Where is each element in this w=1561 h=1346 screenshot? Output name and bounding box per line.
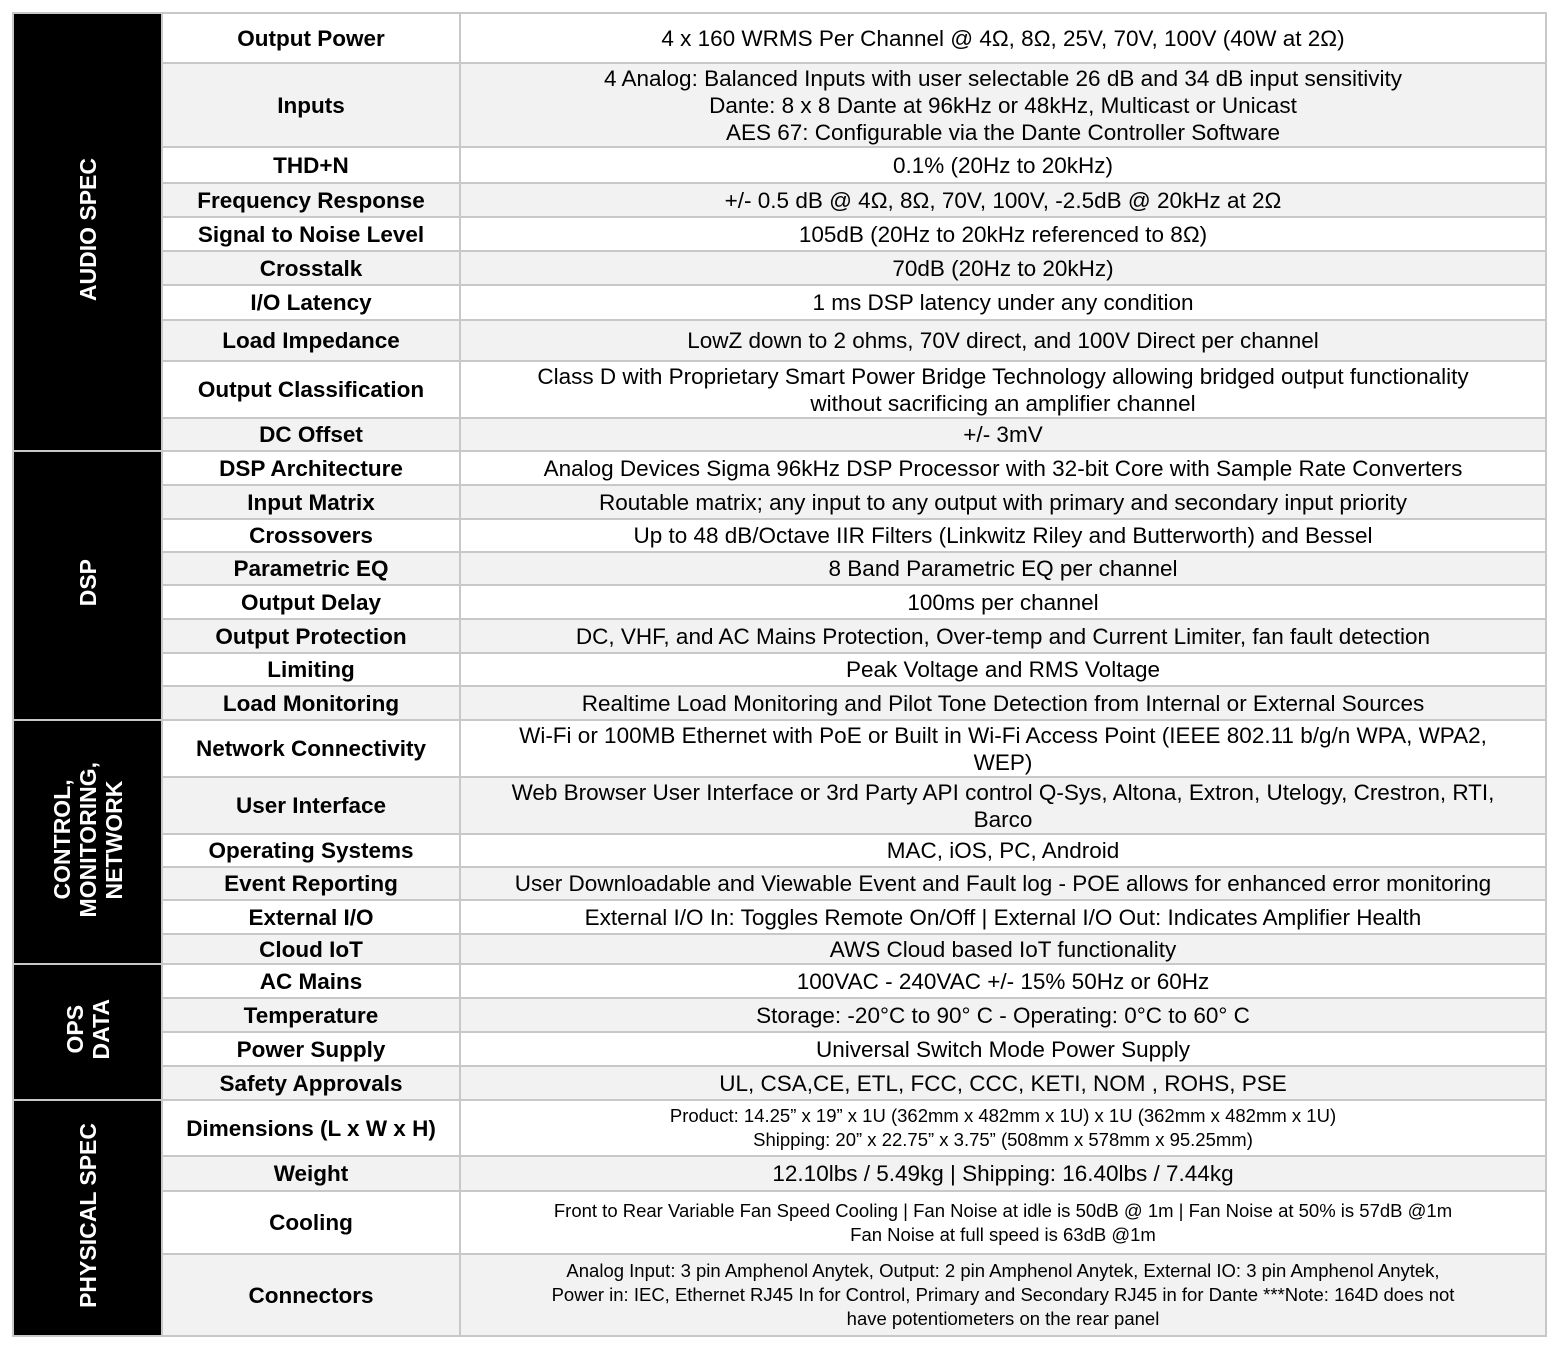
spec-row: [13, 183, 1546, 217]
spec-value: Realtime Load Monitoring and Pilot Tone Detection from Internal or External Sources: [460, 686, 1546, 720]
spec-row: [13, 361, 1546, 418]
spec-label: Safety Approvals: [162, 1066, 460, 1100]
section-header: [13, 13, 162, 451]
spec-label: AC Mains: [162, 964, 460, 998]
spec-value: UL, CSA,CE, ETL, FCC, CCC, KETI, NOM , ROHS, PSE: [460, 1066, 1546, 1100]
spec-value: Front to Rear Variable Fan Speed Cooling | Fan Noise at idle is 50dB @ 1m | Fan Noise at 50% is 57dB @1m Fan Noise at full speed is 63dB @1m: [460, 1191, 1546, 1254]
spec-label: Operating Systems: [162, 834, 460, 867]
spec-row: [13, 653, 1546, 686]
spec-label: Crosstalk: [162, 251, 460, 285]
spec-label: Dimensions (L x W x H): [162, 1100, 460, 1156]
spec-label: Crossovers: [162, 519, 460, 552]
section-header: [13, 720, 162, 964]
spec-label: Load Monitoring: [162, 686, 460, 720]
section-title: CONTROL, MONITORING, NETWORK: [48, 761, 127, 918]
spec-row: [13, 964, 1546, 998]
spec-row: [13, 686, 1546, 720]
spec-value: AWS Cloud based IoT functionality: [460, 934, 1546, 964]
spec-value: Web Browser User Interface or 3rd Party API control Q-Sys, Altona, Extron, Utelogy, Crestron, RTI, Barco: [460, 777, 1546, 834]
spec-row: [13, 1156, 1546, 1191]
spec-row: [13, 418, 1546, 451]
spec-value: Wi-Fi or 100MB Ethernet with PoE or Built in Wi-Fi Access Point (IEEE 802.11 b/g/n WPA, WPA2, WEP): [460, 720, 1546, 777]
spec-value: Class D with Proprietary Smart Power Bridge Technology allowing bridged output functionality without sacrificing an amplifier channel: [460, 361, 1546, 418]
spec-value: 4 x 160 WRMS Per Channel @ 4Ω, 8Ω, 25V, 70V, 100V (40W at 2Ω): [460, 13, 1546, 63]
spec-row: [13, 1100, 1546, 1156]
spec-label: Inputs: [162, 63, 460, 147]
spec-label: Network Connectivity: [162, 720, 460, 777]
spec-value: Analog Input: 3 pin Amphenol Anytek, Output: 2 pin Amphenol Anytek, External IO: 3 pin Amphenol Anytek, Power in: IEC, Ethernet RJ45 In for Control, Primary and Secondary RJ45 in for Dante ***Note: 164D does not have potentiometers on the rear panel: [460, 1254, 1546, 1336]
spec-label: Weight: [162, 1156, 460, 1191]
spec-value: 100ms per channel: [460, 585, 1546, 619]
spec-row: [13, 900, 1546, 934]
spec-label: Output Delay: [162, 585, 460, 619]
spec-value: DC, VHF, and AC Mains Protection, Over-temp and Current Limiter, fan fault detection: [460, 619, 1546, 653]
spec-label: Frequency Response: [162, 183, 460, 217]
spec-label: Connectors: [162, 1254, 460, 1336]
spec-row: [13, 451, 1546, 485]
spec-row: [13, 320, 1546, 361]
section-title: OPS DATA: [61, 999, 114, 1060]
spec-row: [13, 285, 1546, 320]
section-header: [13, 451, 162, 720]
spec-row: [13, 1191, 1546, 1254]
spec-label: External I/O: [162, 900, 460, 934]
spec-value: 100VAC - 240VAC +/- 15% 50Hz or 60Hz: [460, 964, 1546, 998]
spec-label: Load Impedance: [162, 320, 460, 361]
spec-label: Event Reporting: [162, 867, 460, 900]
spec-table: [12, 12, 1547, 1337]
section-header: [13, 964, 162, 1100]
spec-label: User Interface: [162, 777, 460, 834]
spec-row: [13, 147, 1546, 183]
spec-label: Output Power: [162, 13, 460, 63]
spec-value: 105dB (20Hz to 20kHz referenced to 8Ω): [460, 217, 1546, 251]
spec-row: [13, 867, 1546, 900]
spec-label: Signal to Noise Level: [162, 217, 460, 251]
spec-value: Up to 48 dB/Octave IIR Filters (Linkwitz Riley and Butterworth) and Bessel: [460, 519, 1546, 552]
spec-label: DC Offset: [162, 418, 460, 451]
spec-row: [13, 834, 1546, 867]
spec-label: Temperature: [162, 998, 460, 1032]
spec-label: DSP Architecture: [162, 451, 460, 485]
spec-row: [13, 1066, 1546, 1100]
spec-label: Cloud IoT: [162, 934, 460, 964]
spec-value: Universal Switch Mode Power Supply: [460, 1032, 1546, 1066]
spec-value: 4 Analog: Balanced Inputs with user selectable 26 dB and 34 dB input sensitivity Dante: 8 x 8 Dante at 96kHz or 48kHz, Multicast or Unicast AES 67: Configurable via the Dante Controller Software: [460, 63, 1546, 147]
spec-value: 12.10lbs / 5.49kg | Shipping: 16.40lbs / 7.44kg: [460, 1156, 1546, 1191]
spec-label: Output Classification: [162, 361, 460, 418]
spec-value: 70dB (20Hz to 20kHz): [460, 251, 1546, 285]
spec-value: Routable matrix; any input to any output with primary and secondary input priority: [460, 485, 1546, 519]
spec-label: I/O Latency: [162, 285, 460, 320]
spec-label: Power Supply: [162, 1032, 460, 1066]
spec-value: External I/O In: Toggles Remote On/Off | External I/O Out: Indicates Amplifier Health: [460, 900, 1546, 934]
spec-row: [13, 1254, 1546, 1336]
spec-value: MAC, iOS, PC, Android: [460, 834, 1546, 867]
spec-value: LowZ down to 2 ohms, 70V direct, and 100V Direct per channel: [460, 320, 1546, 361]
spec-value: Product: 14.25” x 19” x 1U (362mm x 482mm x 1U) x 1U (362mm x 482mm x 1U) Shipping: 20” x 22.75” x 3.75” (508mm x 578mm x 95.25mm): [460, 1100, 1546, 1156]
spec-row: [13, 13, 1546, 63]
section-header: [13, 1100, 162, 1336]
spec-row: [13, 552, 1546, 585]
spec-value: 0.1% (20Hz to 20kHz): [460, 147, 1546, 183]
spec-row: [13, 619, 1546, 653]
spec-row: [13, 485, 1546, 519]
spec-label: THD+N: [162, 147, 460, 183]
spec-row: [13, 251, 1546, 285]
spec-value: 8 Band Parametric EQ per channel: [460, 552, 1546, 585]
spec-value: Storage: -20°C to 90° C - Operating: 0°C to 60° C: [460, 998, 1546, 1032]
spec-row: [13, 777, 1546, 834]
spec-row: [13, 720, 1546, 777]
spec-label: Output Protection: [162, 619, 460, 653]
spec-value: 1 ms DSP latency under any condition: [460, 285, 1546, 320]
spec-row: [13, 63, 1546, 147]
spec-label: Parametric EQ: [162, 552, 460, 585]
spec-row: [13, 934, 1546, 964]
spec-label: Cooling: [162, 1191, 460, 1254]
spec-label: Input Matrix: [162, 485, 460, 519]
spec-label: Limiting: [162, 653, 460, 686]
spec-table-body: [13, 13, 1546, 1336]
section-title: AUDIO SPEC: [74, 157, 101, 302]
spec-row: [13, 585, 1546, 619]
spec-row: [13, 217, 1546, 251]
section-title: DSP: [74, 559, 101, 607]
spec-row: [13, 1032, 1546, 1066]
spec-value: +/- 3mV: [460, 418, 1546, 451]
section-title: PHYSICAL SPEC: [74, 1123, 101, 1308]
spec-value: User Downloadable and Viewable Event and Fault log - POE allows for enhanced error monitoring: [460, 867, 1546, 900]
spec-value: Peak Voltage and RMS Voltage: [460, 653, 1546, 686]
spec-value: +/- 0.5 dB @ 4Ω, 8Ω, 70V, 100V, -2.5dB @ 20kHz at 2Ω: [460, 183, 1546, 217]
spec-row: [13, 998, 1546, 1032]
spec-row: [13, 519, 1546, 552]
spec-value: Analog Devices Sigma 96kHz DSP Processor with 32-bit Core with Sample Rate Converters: [460, 451, 1546, 485]
